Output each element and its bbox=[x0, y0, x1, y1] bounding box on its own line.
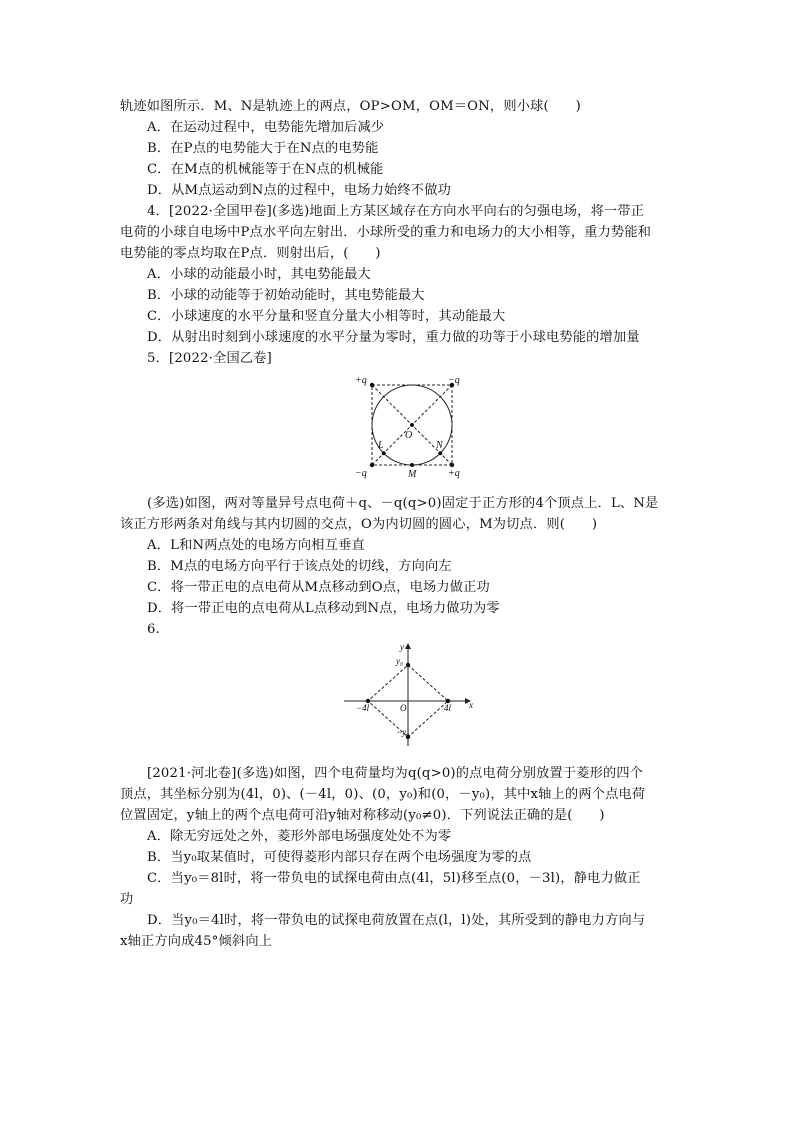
q6-header: 6. bbox=[147, 622, 160, 637]
q3-option-d: D．从M点运动到N点的过程中，电场力始终不做功 bbox=[147, 183, 451, 198]
q6-option-b: B．当y₀取某值时，可使得菱形内部只存在两个电场强度为零的点 bbox=[147, 850, 532, 865]
q5-header: 5．[2022·全国乙卷] bbox=[147, 351, 272, 366]
fig6-label-neg-4l: −4l bbox=[356, 703, 370, 713]
q5-stem-line2: 该正方形两条对角线与其内切圆的交点，O为内切圆的圆心，M为切点．则( ) bbox=[120, 517, 598, 532]
q3-option-b: B．在P点的电势能大于在N点的电势能 bbox=[147, 141, 379, 156]
fig5-label-minus-q-tr: −q bbox=[448, 375, 460, 386]
q5-option-c: C．将一带正电的点电荷从M点移动到O点，电场力做正功 bbox=[147, 580, 490, 595]
q3-option-a: A．在运动过程中，电势能先增加后减少 bbox=[147, 120, 385, 135]
fig6-label-x-axis: x bbox=[469, 700, 473, 710]
q4-stem-line1: 4．[2022·全国甲卷](多选)地面上方某区域存在方向水平向右的匀强电场，将一带正 bbox=[147, 204, 645, 219]
fig5-label-n: N bbox=[436, 440, 443, 451]
q6-option-c-cont: 功 bbox=[120, 892, 134, 907]
q5-option-d: D．将一带正电的点电荷从L点移动到N点，电场力做功为零 bbox=[147, 601, 500, 616]
q4-option-d: D．从射出时刻到小球速度的水平分量为零时，重力做的功等于小球电势能的增加量 bbox=[147, 330, 640, 345]
fig5-label-o: O bbox=[405, 430, 413, 441]
fig5-label-minus-q-bl: −q bbox=[355, 468, 367, 479]
fig6-label-origin: O bbox=[400, 703, 407, 713]
q5-option-b: B．M点的电场方向平行于该点处的切线，方向向左 bbox=[147, 559, 452, 574]
q5-figure bbox=[350, 371, 470, 481]
q6-option-d: D．当y₀＝4l时，将一带负电的试探电荷放置在点(l，l)处，其所受到的静电力方向与 bbox=[147, 913, 646, 928]
q6-option-c: C．当y₀＝8l时，将一带负电的试探电荷由点(4l，5l)移至点(0，－3l)，静电力做正 bbox=[147, 871, 641, 886]
q6-option-d-cont: x轴正方向成45°倾斜向上 bbox=[120, 934, 273, 949]
q4-stem-line2: 电荷的小球自电场中P点水平向左射出．小球所受的重力和电场力的大小相等，重力势能和 bbox=[120, 225, 652, 240]
q6-stem-line3: 位置固定，y轴上的两个点电荷可沿y轴对称移动(y₀≠0)．下列说法正确的是( ) bbox=[120, 808, 605, 823]
fig6-label-y-axis: y bbox=[400, 642, 404, 652]
q6-stem-line1: [2021·河北卷](多选)如图，四个电荷量均为q(q>0)的点电荷分别放置于菱形的四个 bbox=[147, 766, 644, 781]
fig6-label-y0: y₀ bbox=[396, 656, 404, 666]
fig6-label-4l: 4l bbox=[444, 703, 452, 713]
q6-stem-line2: 顶点，其坐标分别为(4l，0)、(－4l，0)、(0，y₀)和(0，－y₀)，其中x轴上的两个点电荷 bbox=[120, 787, 646, 802]
q6-option-a: A．除无穷远处之外，菱形外部电场强度处处不为零 bbox=[147, 829, 452, 844]
fig6-label-neg-y0: −y₀ bbox=[396, 727, 410, 737]
q4-option-a: A．小球的动能最小时，其电势能最大 bbox=[147, 267, 371, 282]
q4-stem-line3: 电势能的零点均取在P点．则射出后，( ) bbox=[120, 246, 381, 261]
question3-stem-end: 轨迹如图所示．M、N是轨迹上的两点，OP>OM，OM＝ON，则小球( ) bbox=[120, 99, 581, 114]
fig5-label-l: L bbox=[378, 440, 384, 451]
fig5-label-plus-q-tl: +q bbox=[355, 375, 367, 386]
fig5-label-plus-q-br: +q bbox=[448, 468, 460, 479]
fig5-label-m: M bbox=[408, 469, 417, 480]
q4-option-c: C．小球速度的水平分量和竖直分量大小相等时，其动能最大 bbox=[147, 309, 506, 324]
q4-option-b: B．小球的动能等于初始动能时，其电势能最大 bbox=[147, 288, 425, 303]
q5-option-a: A．L和N两点处的电场方向相互垂直 bbox=[147, 538, 365, 553]
q3-option-c: C．在M点的机械能等于在N点的机械能 bbox=[147, 162, 384, 177]
q5-stem-line1: (多选)如图，两对等量异号点电荷＋q、－q(q>0)固定于正方形的4个顶点上．L、N是 bbox=[147, 496, 659, 511]
q6-figure bbox=[342, 640, 476, 750]
